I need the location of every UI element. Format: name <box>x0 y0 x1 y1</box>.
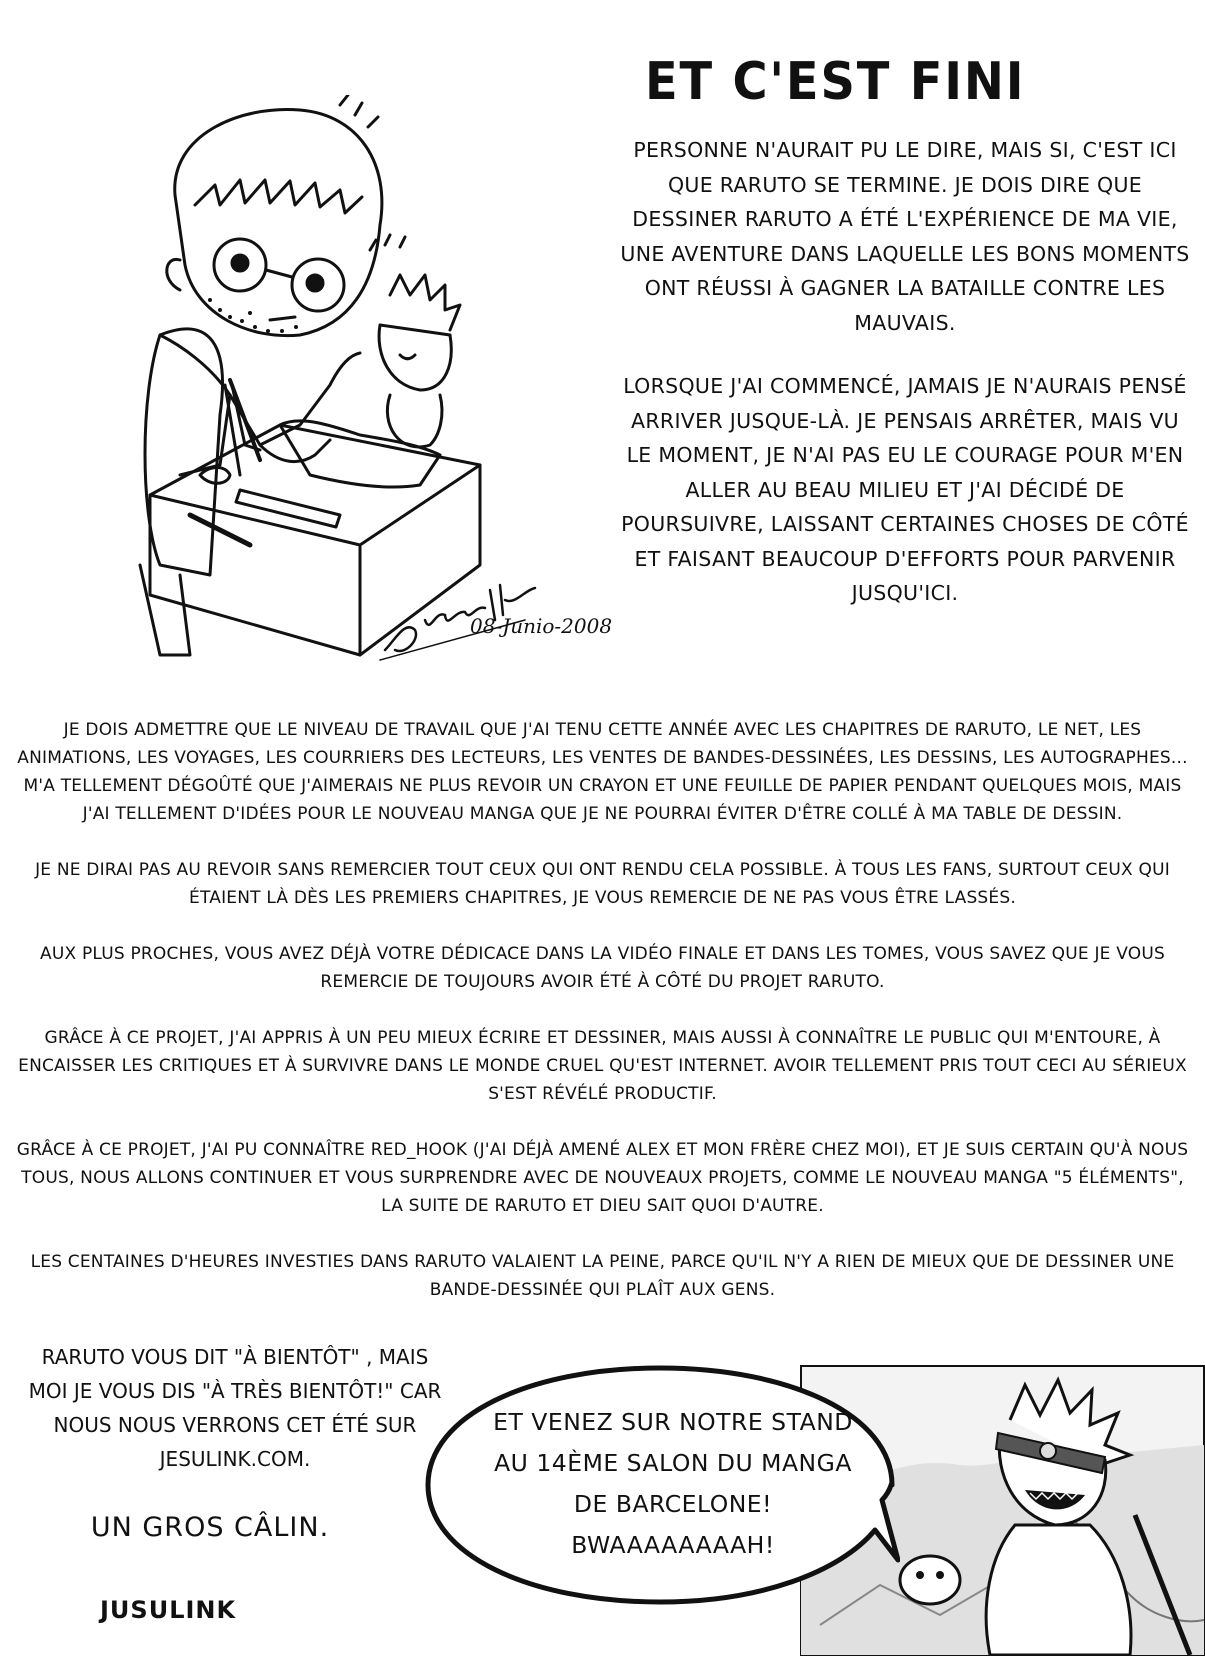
body-paragraph: GRÂCE À CE PROJET, J'AI APPRIS À UN PEU MIEUX ÉCRIRE ET DESSINER, MAIS AUSSI À CONNAÎTRE LE PUBLIC QUI M'ENTOURE, À ENCAISSER LES CRITIQUES ET À SURVIVRE DANS LE MONDE CRUEL QU'EST INTERNET. AVOIR TELLEMENT PRIS TOUT CECI AU SÉRIEUX S'EST RÉVÉLÉ PRODUCTIF. <box>18 1028 1187 1104</box>
closing-message: RARUTO VOUS DIT "À BIENTÔT" , MAIS MOI JE VOUS DIS "À TRÈS BIENTÔT!" CAR NOUS NOUS VERRONS CET ÉTÉ SUR JESULINK.COM. <box>28 1345 442 1471</box>
page-title: ET C'EST FINI <box>645 52 1026 112</box>
author-signature: JUSULINK <box>100 1596 237 1624</box>
closing-hug: UN GROS CÂLIN. <box>90 1512 330 1543</box>
illustration-date: 08-Junio-2008 <box>470 614 613 638</box>
speech-bubble-text: ET VENEZ SUR NOTRE STAND AU 14ÈME SALON DU MANGA DE BARCELONE! BWAAAAAAAAH! <box>493 1408 853 1559</box>
body-paragraph: GRÂCE À CE PROJET, J'AI PU CONNAÎTRE RED_HOOK (J'AI DÉJÀ AMENÉ ALEX ET MON FRÈRE CHEZ MOI), ET JE SUIS CERTAIN QU'À NOUS TOUS, NOUS ALLONS CONTINUER ET VOUS SURPRENDRE AVEC DE NOUVEAUX PROJETS, COMME LE NOUVEAU MANGA "5 ÉLÉMENTS", LA SUITE DE RARUTO ET DIEU SAIT QUOI D'AUTRE. <box>16 1140 1189 1216</box>
body-paragraph: JE NE DIRAI PAS AU REVOIR SANS REMERCIER TOUT CEUX QUI ONT RENDU CELA POSSIBLE. À TOUS LES FANS, SURTOUT CEUX QUI ÉTAIENT LÀ DÈS LES PREMIERS CHAPITRES, JE VOUS REMERCIE DE NE PAS VOUS ÊTRE LASSÉS. <box>35 860 1170 908</box>
body-paragraph: JE DOIS ADMETTRE QUE LE NIVEAU DE TRAVAIL QUE J'AI TENU CETTE ANNÉE AVEC LES CHAPITRES DE RARUTO, LE NET, LES ANIMATIONS, LES VOYAGES, LES COURRIERS DES LECTEURS, LES VENTES DE BANDES-DESSINÉES, LES DESSINS, LES AUTOGRAPHES... M'A TELLEMENT DÉGOÛTÉ QUE J'AIMERAIS NE PLUS REVOIR UN CRAYON ET UNE FEUILLE DE PAPIER PENDANT QUELQUES MOIS, MAIS J'AI TELLEMENT D'IDÉES POUR LE NOUVEAU MANGA QUE JE NE POURRAI ÉVITER D'ÊTRE COLLÉ À MA TABLE DE DESSIN. <box>17 720 1188 824</box>
body-paragraph: LES CENTAINES D'HEURES INVESTIES DANS RARUTO VALAIENT LA PEINE, PARCE QU'IL N'Y A RIEN DE MIEUX QUE DE DESSINER UNE BANDE-DESSINÉE QUI PLAÎT AUX GENS. <box>30 1252 1175 1300</box>
body-paragraph: AUX PLUS PROCHES, VOUS AVEZ DÉJÀ VOTRE DÉDICACE DANS LA VIDÉO FINALE ET DANS LES TOMES, VOUS SAVEZ QUE JE VOUS REMERCIE DE TOUJOURS AVOIR ÉTÉ À CÔTÉ DU PROJET RARUTO. <box>40 944 1165 992</box>
artist-drawing-illustration <box>100 95 640 675</box>
intro-paragraph: LORSQUE J'AI COMMENCÉ, JAMAIS JE N'AURAIS PENSÉ ARRIVER JUSQUE-LÀ. JE PENSAIS ARRÊTER, MAIS VU LE MOMENT, JE N'AI PAS EU LE COURAGE POUR M'EN ALLER AU BEAU MILIEU ET J'AI DÉCIDÉ DE POURSUIVRE, LAISSANT CERTAINES CHOSES DE CÔTÉ ET FAISANT BEAUCOUP D'EFFORTS POUR PARVENIR JUSQU'ICI. <box>621 374 1189 605</box>
body-text <box>16 716 1189 1332</box>
intro-text <box>620 133 1190 640</box>
intro-paragraph: PERSONNE N'AURAIT PU LE DIRE, MAIS SI, C'EST ICI QUE RARUTO SE TERMINE. JE DOIS DIRE QUE DESSINER RARUTO A ÉTÉ L'EXPÉRIENCE DE MA VIE, UNE AVENTURE DANS LAQUELLE LES BONS MOMENTS ONT RÉUSSI À GAGNER LA BATAILLE CONTRE LES MAUVAIS. <box>620 138 1190 335</box>
